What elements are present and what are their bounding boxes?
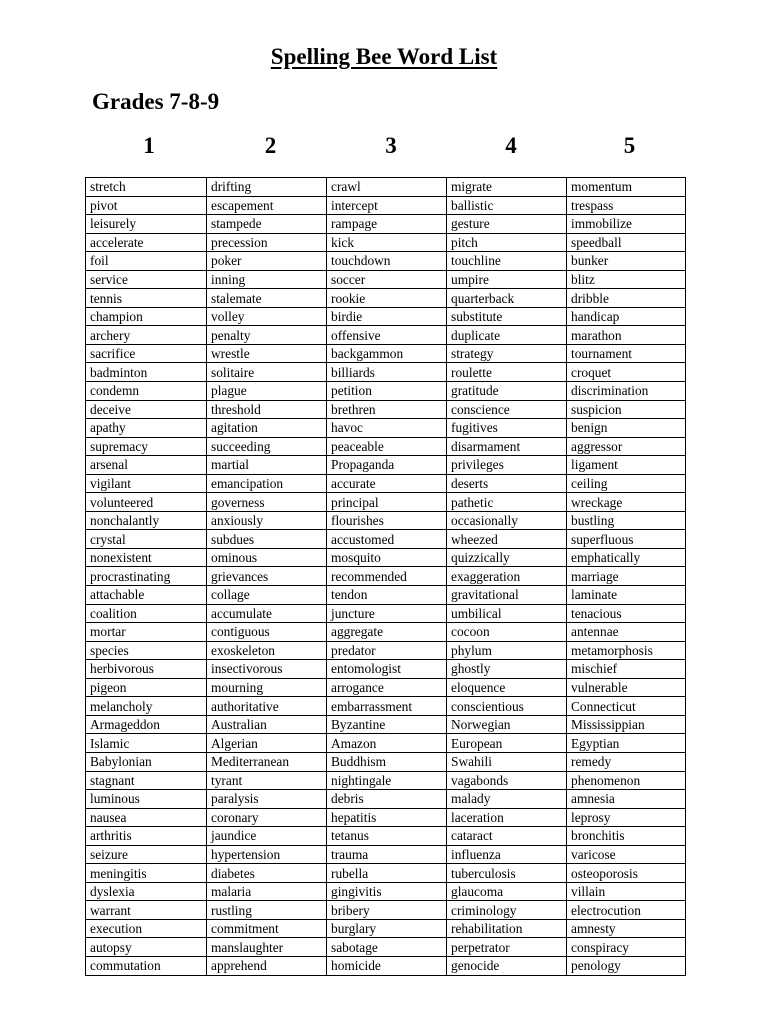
word-cell: martial bbox=[207, 456, 327, 475]
word-cell: hepatitis bbox=[327, 808, 447, 827]
table-row bbox=[86, 567, 686, 586]
word-cell: cataract bbox=[447, 827, 567, 846]
word-cell: touchdown bbox=[327, 252, 447, 271]
table-row bbox=[86, 660, 686, 679]
word-cell: billiards bbox=[327, 363, 447, 382]
word-cell: badminton bbox=[86, 363, 207, 382]
table-row bbox=[86, 437, 686, 456]
word-cell: service bbox=[86, 270, 207, 289]
word-cell: stampede bbox=[207, 215, 327, 234]
word-cell: succeeding bbox=[207, 437, 327, 456]
word-cell: duplicate bbox=[447, 326, 567, 345]
word-cell: bribery bbox=[327, 901, 447, 920]
word-cell: fugitives bbox=[447, 419, 567, 438]
column-header-5: 5 bbox=[623, 133, 636, 158]
word-cell: tyrant bbox=[207, 771, 327, 790]
word-cell: volley bbox=[207, 307, 327, 326]
table-row bbox=[86, 604, 686, 623]
word-cell: Babylonian bbox=[86, 752, 207, 771]
table-row bbox=[86, 419, 686, 438]
word-cell: strategy bbox=[447, 344, 567, 363]
word-cell: drifting bbox=[207, 178, 327, 197]
word-cell: entomologist bbox=[327, 660, 447, 679]
word-cell: collage bbox=[207, 586, 327, 605]
word-cell: substitute bbox=[447, 307, 567, 326]
word-cell: emancipation bbox=[207, 474, 327, 493]
word-cell: glaucoma bbox=[447, 882, 567, 901]
word-cell: Norwegian bbox=[447, 715, 567, 734]
word-cell: authoritative bbox=[207, 697, 327, 716]
word-cell: Propaganda bbox=[327, 456, 447, 475]
word-cell: governess bbox=[207, 493, 327, 512]
word-cell: manslaughter bbox=[207, 938, 327, 957]
table-row bbox=[86, 919, 686, 938]
grades-heading: Grades 7-8-9 bbox=[92, 89, 220, 114]
table-row bbox=[86, 530, 686, 549]
page-title: Spelling Bee Word List bbox=[270, 44, 498, 69]
word-cell: ominous bbox=[207, 548, 327, 567]
table-row bbox=[86, 215, 686, 234]
word-cell: wrestle bbox=[207, 344, 327, 363]
word-cell: apprehend bbox=[207, 956, 327, 975]
word-cell: kick bbox=[327, 233, 447, 252]
word-cell: vulnerable bbox=[567, 678, 686, 697]
column-header-4: 4 bbox=[505, 133, 517, 158]
word-cell: nonchalantly bbox=[86, 511, 207, 530]
word-cell: crystal bbox=[86, 530, 207, 549]
word-cell: migrate bbox=[447, 178, 567, 197]
word-cell: nonexistent bbox=[86, 548, 207, 567]
word-cell: trespass bbox=[567, 196, 686, 215]
table-row bbox=[86, 270, 686, 289]
word-cell: Swahili bbox=[447, 752, 567, 771]
word-cell: amnesty bbox=[567, 919, 686, 938]
word-cell: Algerian bbox=[207, 734, 327, 753]
word-cell: discrimination bbox=[567, 382, 686, 401]
word-cell: ballistic bbox=[447, 196, 567, 215]
word-cell: penology bbox=[567, 956, 686, 975]
word-cell: grievances bbox=[207, 567, 327, 586]
table-row bbox=[86, 493, 686, 512]
table-row bbox=[86, 771, 686, 790]
word-cell: Connecticut bbox=[567, 697, 686, 716]
word-cell: warrant bbox=[86, 901, 207, 920]
word-cell: volunteered bbox=[86, 493, 207, 512]
word-cell: bronchitis bbox=[567, 827, 686, 846]
word-cell: laceration bbox=[447, 808, 567, 827]
word-cell: dribble bbox=[567, 289, 686, 308]
word-cell: leprosy bbox=[567, 808, 686, 827]
word-cell: osteoporosis bbox=[567, 864, 686, 883]
word-cell: condemn bbox=[86, 382, 207, 401]
word-cell: croquet bbox=[567, 363, 686, 382]
word-cell: varicose bbox=[567, 845, 686, 864]
word-cell: crawl bbox=[327, 178, 447, 197]
word-cell: touchline bbox=[447, 252, 567, 271]
word-cell: deserts bbox=[447, 474, 567, 493]
word-cell: privileges bbox=[447, 456, 567, 475]
word-cell: umpire bbox=[447, 270, 567, 289]
word-cell: bunker bbox=[567, 252, 686, 271]
word-cell: apathy bbox=[86, 419, 207, 438]
table-row bbox=[86, 233, 686, 252]
word-cell: exoskeleton bbox=[207, 641, 327, 660]
word-cell: rubella bbox=[327, 864, 447, 883]
word-cell: mosquito bbox=[327, 548, 447, 567]
word-cell: Australian bbox=[207, 715, 327, 734]
word-cell: sacrifice bbox=[86, 344, 207, 363]
word-cell: marathon bbox=[567, 326, 686, 345]
word-cell: luminous bbox=[86, 790, 207, 809]
word-table bbox=[85, 177, 686, 976]
word-cell: tennis bbox=[86, 289, 207, 308]
word-cell: Mediterranean bbox=[207, 752, 327, 771]
table-row bbox=[86, 363, 686, 382]
table-row bbox=[86, 938, 686, 957]
word-cell: amnesia bbox=[567, 790, 686, 809]
word-cell: rookie bbox=[327, 289, 447, 308]
word-cell: solitaire bbox=[207, 363, 327, 382]
word-cell: meningitis bbox=[86, 864, 207, 883]
word-cell: cocoon bbox=[447, 623, 567, 642]
word-cell: European bbox=[447, 734, 567, 753]
word-cell: tenacious bbox=[567, 604, 686, 623]
word-cell: homicide bbox=[327, 956, 447, 975]
word-cell: Byzantine bbox=[327, 715, 447, 734]
word-cell: havoc bbox=[327, 419, 447, 438]
word-cell: suspicion bbox=[567, 400, 686, 419]
word-cell: species bbox=[86, 641, 207, 660]
word-cell: rehabilitation bbox=[447, 919, 567, 938]
word-cell: pivot bbox=[86, 196, 207, 215]
word-cell: poker bbox=[207, 252, 327, 271]
word-cell: deceive bbox=[86, 400, 207, 419]
column-headers bbox=[85, 133, 685, 159]
word-cell: hypertension bbox=[207, 845, 327, 864]
word-cell: agitation bbox=[207, 419, 327, 438]
table-row bbox=[86, 752, 686, 771]
table-row bbox=[86, 697, 686, 716]
word-cell: execution bbox=[86, 919, 207, 938]
table-row bbox=[86, 474, 686, 493]
word-cell: flourishes bbox=[327, 511, 447, 530]
word-cell: sabotage bbox=[327, 938, 447, 957]
word-cell: inning bbox=[207, 270, 327, 289]
word-cell: predator bbox=[327, 641, 447, 660]
word-cell: arrogance bbox=[327, 678, 447, 697]
word-cell: tuberculosis bbox=[447, 864, 567, 883]
word-cell: conscientious bbox=[447, 697, 567, 716]
table-row bbox=[86, 289, 686, 308]
table-row bbox=[86, 548, 686, 567]
word-cell: accurate bbox=[327, 474, 447, 493]
word-cell: autopsy bbox=[86, 938, 207, 957]
table-row bbox=[86, 196, 686, 215]
word-cell: roulette bbox=[447, 363, 567, 382]
word-cell: paralysis bbox=[207, 790, 327, 809]
word-cell: attachable bbox=[86, 586, 207, 605]
word-cell: seizure bbox=[86, 845, 207, 864]
column-header-3: 3 bbox=[385, 133, 397, 158]
word-cell: pigeon bbox=[86, 678, 207, 697]
table-row bbox=[86, 344, 686, 363]
word-cell: Amazon bbox=[327, 734, 447, 753]
word-cell: plague bbox=[207, 382, 327, 401]
word-cell: gingivitis bbox=[327, 882, 447, 901]
table-row bbox=[86, 827, 686, 846]
word-cell: wreckage bbox=[567, 493, 686, 512]
word-cell: tetanus bbox=[327, 827, 447, 846]
word-cell: remedy bbox=[567, 752, 686, 771]
word-cell: procrastinating bbox=[86, 567, 207, 586]
word-cell: immobilize bbox=[567, 215, 686, 234]
word-cell: perpetrator bbox=[447, 938, 567, 957]
word-cell: stretch bbox=[86, 178, 207, 197]
word-cell: aggregate bbox=[327, 623, 447, 642]
word-cell: occasionally bbox=[447, 511, 567, 530]
word-cell: penalty bbox=[207, 326, 327, 345]
word-cell: melancholy bbox=[86, 697, 207, 716]
word-cell: pathetic bbox=[447, 493, 567, 512]
word-cell: accelerate bbox=[86, 233, 207, 252]
word-cell: influenza bbox=[447, 845, 567, 864]
word-cell: superfluous bbox=[567, 530, 686, 549]
table-row bbox=[86, 901, 686, 920]
word-cell: rampage bbox=[327, 215, 447, 234]
word-cell: pitch bbox=[447, 233, 567, 252]
word-cell: peaceable bbox=[327, 437, 447, 456]
table-row bbox=[86, 456, 686, 475]
word-cell: conspiracy bbox=[567, 938, 686, 957]
word-cell: commitment bbox=[207, 919, 327, 938]
word-cell: juncture bbox=[327, 604, 447, 623]
word-cell: Armageddon bbox=[86, 715, 207, 734]
word-cell: precession bbox=[207, 233, 327, 252]
word-cell: herbivorous bbox=[86, 660, 207, 679]
word-cell: vagabonds bbox=[447, 771, 567, 790]
table-row bbox=[86, 864, 686, 883]
word-cell: arthritis bbox=[86, 827, 207, 846]
word-cell: brethren bbox=[327, 400, 447, 419]
word-cell: embarrassment bbox=[327, 697, 447, 716]
table-row bbox=[86, 956, 686, 975]
word-cell: mourning bbox=[207, 678, 327, 697]
table-row bbox=[86, 623, 686, 642]
word-cell: principal bbox=[327, 493, 447, 512]
table-row bbox=[86, 252, 686, 271]
table-row bbox=[86, 641, 686, 660]
word-cell: Buddhism bbox=[327, 752, 447, 771]
word-cell: metamorphosis bbox=[567, 641, 686, 660]
word-cell: conscience bbox=[447, 400, 567, 419]
word-cell: malady bbox=[447, 790, 567, 809]
word-cell: accustomed bbox=[327, 530, 447, 549]
word-cell: stalemate bbox=[207, 289, 327, 308]
word-cell: dyslexia bbox=[86, 882, 207, 901]
table-row bbox=[86, 326, 686, 345]
word-cell: disarmament bbox=[447, 437, 567, 456]
word-cell: archery bbox=[86, 326, 207, 345]
table-row bbox=[86, 400, 686, 419]
word-table-body bbox=[86, 178, 686, 976]
word-cell: commutation bbox=[86, 956, 207, 975]
word-cell: champion bbox=[86, 307, 207, 326]
word-cell: aggressor bbox=[567, 437, 686, 456]
word-cell: momentum bbox=[567, 178, 686, 197]
word-cell: soccer bbox=[327, 270, 447, 289]
word-cell: petition bbox=[327, 382, 447, 401]
word-cell: subdues bbox=[207, 530, 327, 549]
word-cell: offensive bbox=[327, 326, 447, 345]
word-cell: coronary bbox=[207, 808, 327, 827]
word-cell: debris bbox=[327, 790, 447, 809]
word-cell: mischief bbox=[567, 660, 686, 679]
word-cell: jaundice bbox=[207, 827, 327, 846]
word-cell: recommended bbox=[327, 567, 447, 586]
table-row bbox=[86, 586, 686, 605]
table-row bbox=[86, 790, 686, 809]
word-cell: nausea bbox=[86, 808, 207, 827]
word-cell: intercept bbox=[327, 196, 447, 215]
word-cell: coalition bbox=[86, 604, 207, 623]
table-row bbox=[86, 882, 686, 901]
word-cell: benign bbox=[567, 419, 686, 438]
word-cell: gratitude bbox=[447, 382, 567, 401]
word-cell: blitz bbox=[567, 270, 686, 289]
word-cell: anxiously bbox=[207, 511, 327, 530]
word-cell: criminology bbox=[447, 901, 567, 920]
table-row bbox=[86, 307, 686, 326]
word-cell: backgammon bbox=[327, 344, 447, 363]
word-cell: antennae bbox=[567, 623, 686, 642]
word-cell: supremacy bbox=[86, 437, 207, 456]
table-row bbox=[86, 511, 686, 530]
word-cell: insectivorous bbox=[207, 660, 327, 679]
word-cell: quizzically bbox=[447, 548, 567, 567]
word-cell: gravitational bbox=[447, 586, 567, 605]
word-cell: stagnant bbox=[86, 771, 207, 790]
column-header-2: 2 bbox=[264, 133, 277, 158]
word-cell: phenomenon bbox=[567, 771, 686, 790]
word-cell: threshold bbox=[207, 400, 327, 419]
word-cell: vigilant bbox=[86, 474, 207, 493]
table-row bbox=[86, 715, 686, 734]
table-row bbox=[86, 734, 686, 753]
word-cell: malaria bbox=[207, 882, 327, 901]
word-cell: foil bbox=[86, 252, 207, 271]
word-cell: speedball bbox=[567, 233, 686, 252]
word-cell: tendon bbox=[327, 586, 447, 605]
column-header-1: 1 bbox=[143, 133, 155, 158]
word-cell: arsenal bbox=[86, 456, 207, 475]
word-cell: emphatically bbox=[567, 548, 686, 567]
word-cell: laminate bbox=[567, 586, 686, 605]
word-cell: birdie bbox=[327, 307, 447, 326]
word-cell: Islamic bbox=[86, 734, 207, 753]
word-cell: diabetes bbox=[207, 864, 327, 883]
table-row bbox=[86, 808, 686, 827]
word-cell: ceiling bbox=[567, 474, 686, 493]
word-cell: wheezed bbox=[447, 530, 567, 549]
table-row bbox=[86, 845, 686, 864]
word-cell: contiguous bbox=[207, 623, 327, 642]
word-cell: Egyptian bbox=[567, 734, 686, 753]
word-cell: leisurely bbox=[86, 215, 207, 234]
word-cell: exaggeration bbox=[447, 567, 567, 586]
word-cell: trauma bbox=[327, 845, 447, 864]
word-cell: gesture bbox=[447, 215, 567, 234]
word-cell: mortar bbox=[86, 623, 207, 642]
word-cell: genocide bbox=[447, 956, 567, 975]
word-cell: accumulate bbox=[207, 604, 327, 623]
word-cell: quarterback bbox=[447, 289, 567, 308]
word-cell: marriage bbox=[567, 567, 686, 586]
word-cell: Mississippian bbox=[567, 715, 686, 734]
word-cell: electrocution bbox=[567, 901, 686, 920]
word-cell: umbilical bbox=[447, 604, 567, 623]
word-cell: villain bbox=[567, 882, 686, 901]
word-cell: handicap bbox=[567, 307, 686, 326]
word-cell: phylum bbox=[447, 641, 567, 660]
table-row bbox=[86, 382, 686, 401]
word-cell: ligament bbox=[567, 456, 686, 475]
word-cell: nightingale bbox=[327, 771, 447, 790]
word-cell: eloquence bbox=[447, 678, 567, 697]
word-cell: rustling bbox=[207, 901, 327, 920]
word-cell: escapement bbox=[207, 196, 327, 215]
word-cell: burglary bbox=[327, 919, 447, 938]
word-cell: ghostly bbox=[447, 660, 567, 679]
table-row bbox=[86, 178, 686, 197]
word-cell: tournament bbox=[567, 344, 686, 363]
word-cell: bustling bbox=[567, 511, 686, 530]
table-row bbox=[86, 678, 686, 697]
